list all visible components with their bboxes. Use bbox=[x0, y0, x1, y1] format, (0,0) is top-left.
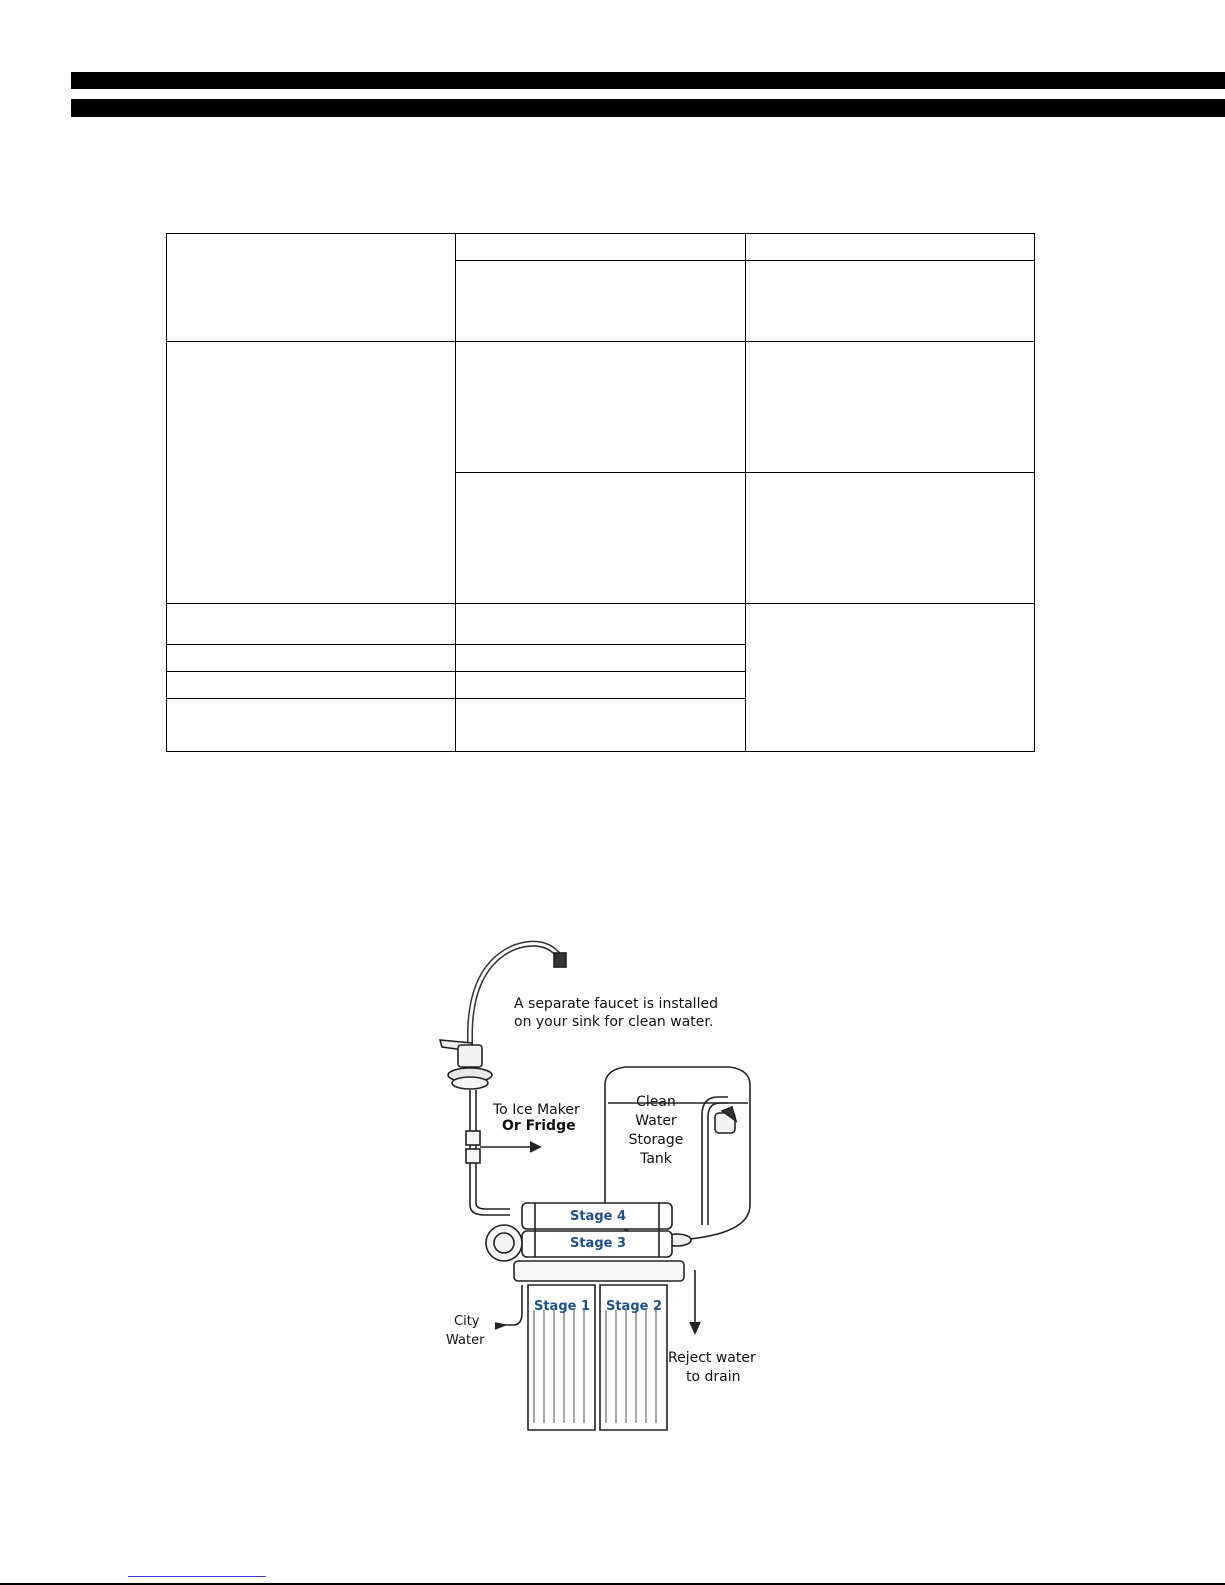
tank-label-line3: Storage bbox=[628, 1132, 684, 1148]
city-water-label-line2: Water bbox=[446, 1333, 485, 1348]
table-cell bbox=[456, 234, 746, 261]
faucet-tip-icon bbox=[554, 953, 566, 967]
table-cell bbox=[167, 342, 456, 604]
tank-label-line4: Tank bbox=[640, 1151, 672, 1167]
city-water-label-line1: City bbox=[454, 1314, 480, 1329]
table-cell bbox=[746, 473, 1035, 604]
table-cell bbox=[456, 699, 746, 752]
ice-maker-label-line2: Or Fridge bbox=[502, 1118, 576, 1134]
reject-water-label-line1: Reject water bbox=[668, 1350, 756, 1366]
table-cell bbox=[746, 261, 1035, 342]
table-cell bbox=[456, 473, 746, 604]
table-cell bbox=[167, 699, 456, 752]
tank-label-line2: Water bbox=[635, 1113, 677, 1129]
table-cell bbox=[746, 604, 1035, 752]
table-cell bbox=[456, 261, 746, 342]
stage-1-label: Stage 1 bbox=[533, 1299, 591, 1314]
table-cell bbox=[456, 645, 746, 672]
header-rule-top bbox=[71, 72, 1225, 89]
reject-water-label-line2: to drain bbox=[686, 1369, 741, 1385]
spec-table bbox=[166, 233, 1035, 752]
ro-system-illustration bbox=[410, 935, 800, 1445]
stage-3-label: Stage 3 bbox=[569, 1236, 627, 1251]
table-cell bbox=[456, 342, 746, 473]
table-cell bbox=[167, 672, 456, 699]
ice-maker-label-line1: To Ice Maker bbox=[493, 1102, 580, 1118]
footer-link-underline[interactable] bbox=[128, 1576, 266, 1577]
table-cell bbox=[167, 234, 456, 342]
table-cell bbox=[746, 234, 1035, 261]
table-cell bbox=[167, 645, 456, 672]
table-cell bbox=[456, 672, 746, 699]
header-rule-bottom bbox=[71, 99, 1225, 117]
stage-2-label: Stage 2 bbox=[605, 1299, 663, 1314]
faucet-note-line1: A separate faucet is installed bbox=[514, 996, 718, 1012]
table-cell bbox=[167, 604, 456, 645]
table-cell bbox=[746, 342, 1035, 473]
tank-label-line1: Clean bbox=[636, 1094, 676, 1110]
ro-system-diagram bbox=[410, 935, 800, 1445]
table-cell bbox=[456, 604, 746, 645]
stage-4-label: Stage 4 bbox=[569, 1209, 627, 1224]
faucet-note-line2: on your sink for clean water. bbox=[514, 1014, 714, 1030]
